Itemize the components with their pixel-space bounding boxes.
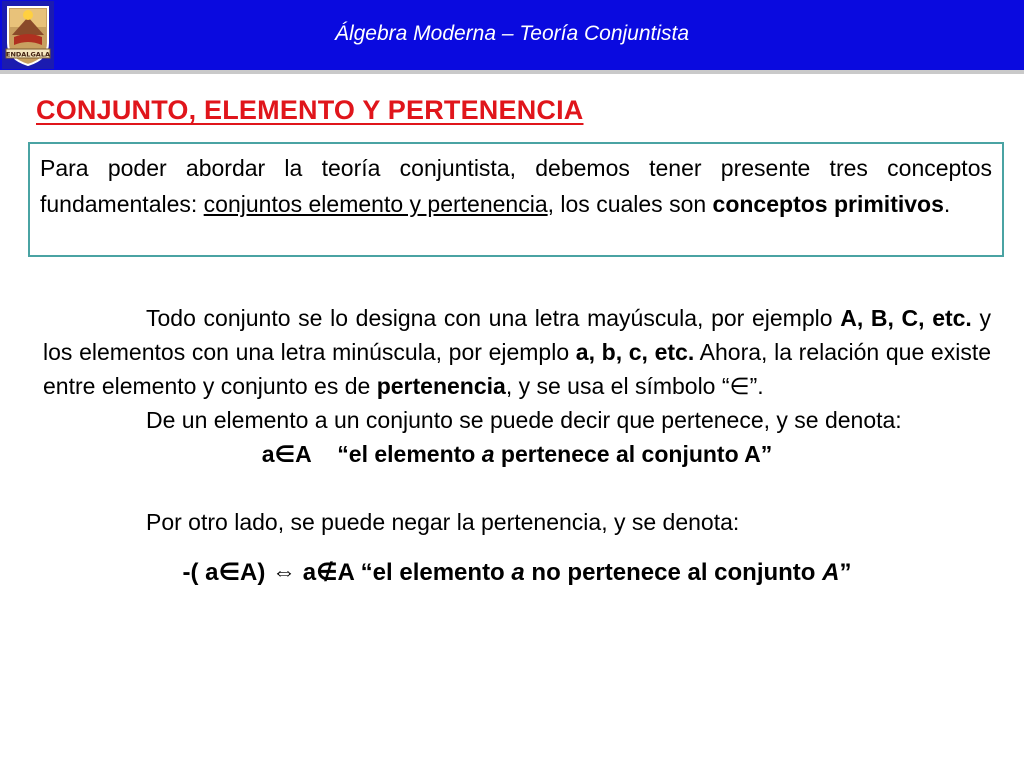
formula-not-belongs xyxy=(43,556,991,590)
slide-title: CONJUNTO, ELEMENTO Y PERTENENCIA xyxy=(36,95,584,125)
logo-text: ENDALGALA xyxy=(6,50,50,59)
formula2-expression: -( a∈A) ⇔ a∉A xyxy=(182,559,361,586)
intro-text-2: , los cuales son xyxy=(547,191,713,217)
p1-bold-pertenencia: pertenencia xyxy=(376,373,506,399)
paragraph-notation xyxy=(43,301,991,403)
intro-text-1: Para poder abordar la teoría conjuntista, debemos tener presente tres conceptos fundamentales: xyxy=(40,155,992,217)
header-bar xyxy=(0,0,1024,74)
intro-bold-concepts: conceptos primitivos xyxy=(712,191,944,217)
p1-text-3: Ahora, la relación que existe entre elemento y conjunto es de xyxy=(43,339,991,399)
formula2-quote-3: ” xyxy=(839,559,852,586)
formula1-quote-1: “el elemento xyxy=(337,441,482,467)
formula1-expression: a∈A xyxy=(261,441,312,467)
intro-underlined-concepts: conjuntos elemento y pertenencia xyxy=(203,191,548,217)
formula-belongs xyxy=(43,437,991,471)
p1-text-2: y los elementos con una letra minúscula, por ejemplo xyxy=(43,305,991,365)
formula2-quote-2: no pertenece al conjunto xyxy=(524,559,823,586)
paragraph-negation: Por otro lado, se puede negar la pertenencia, y se denota: xyxy=(146,509,740,535)
formula2-variable-a: a xyxy=(511,559,525,586)
p1-text-1: Todo conjunto se lo designa con una letra mayúscula, por ejemplo xyxy=(146,305,841,331)
formula1-variable: a xyxy=(481,441,495,467)
intro-box xyxy=(28,142,1004,257)
p1-bold-lowercase: a, b, c, etc. xyxy=(575,339,695,365)
p1-text-4: , y se usa el símbolo “∈”. xyxy=(505,373,764,399)
formula1-quote-2: pertenece al conjunto A” xyxy=(494,441,773,467)
p1-bold-uppercase: A, B, C, etc. xyxy=(840,305,972,331)
formula2-variable-A: A xyxy=(822,559,840,586)
formula2-quote-1: “el elemento xyxy=(360,559,512,586)
main-content xyxy=(43,301,991,614)
header-title: Álgebra Moderna – Teoría Conjuntista xyxy=(334,22,690,45)
paragraph-denote: De un elemento a un conjunto se puede decir que pertenece, y se denota: xyxy=(146,407,902,433)
spacer xyxy=(43,471,991,505)
intro-text-3: . xyxy=(943,191,951,217)
